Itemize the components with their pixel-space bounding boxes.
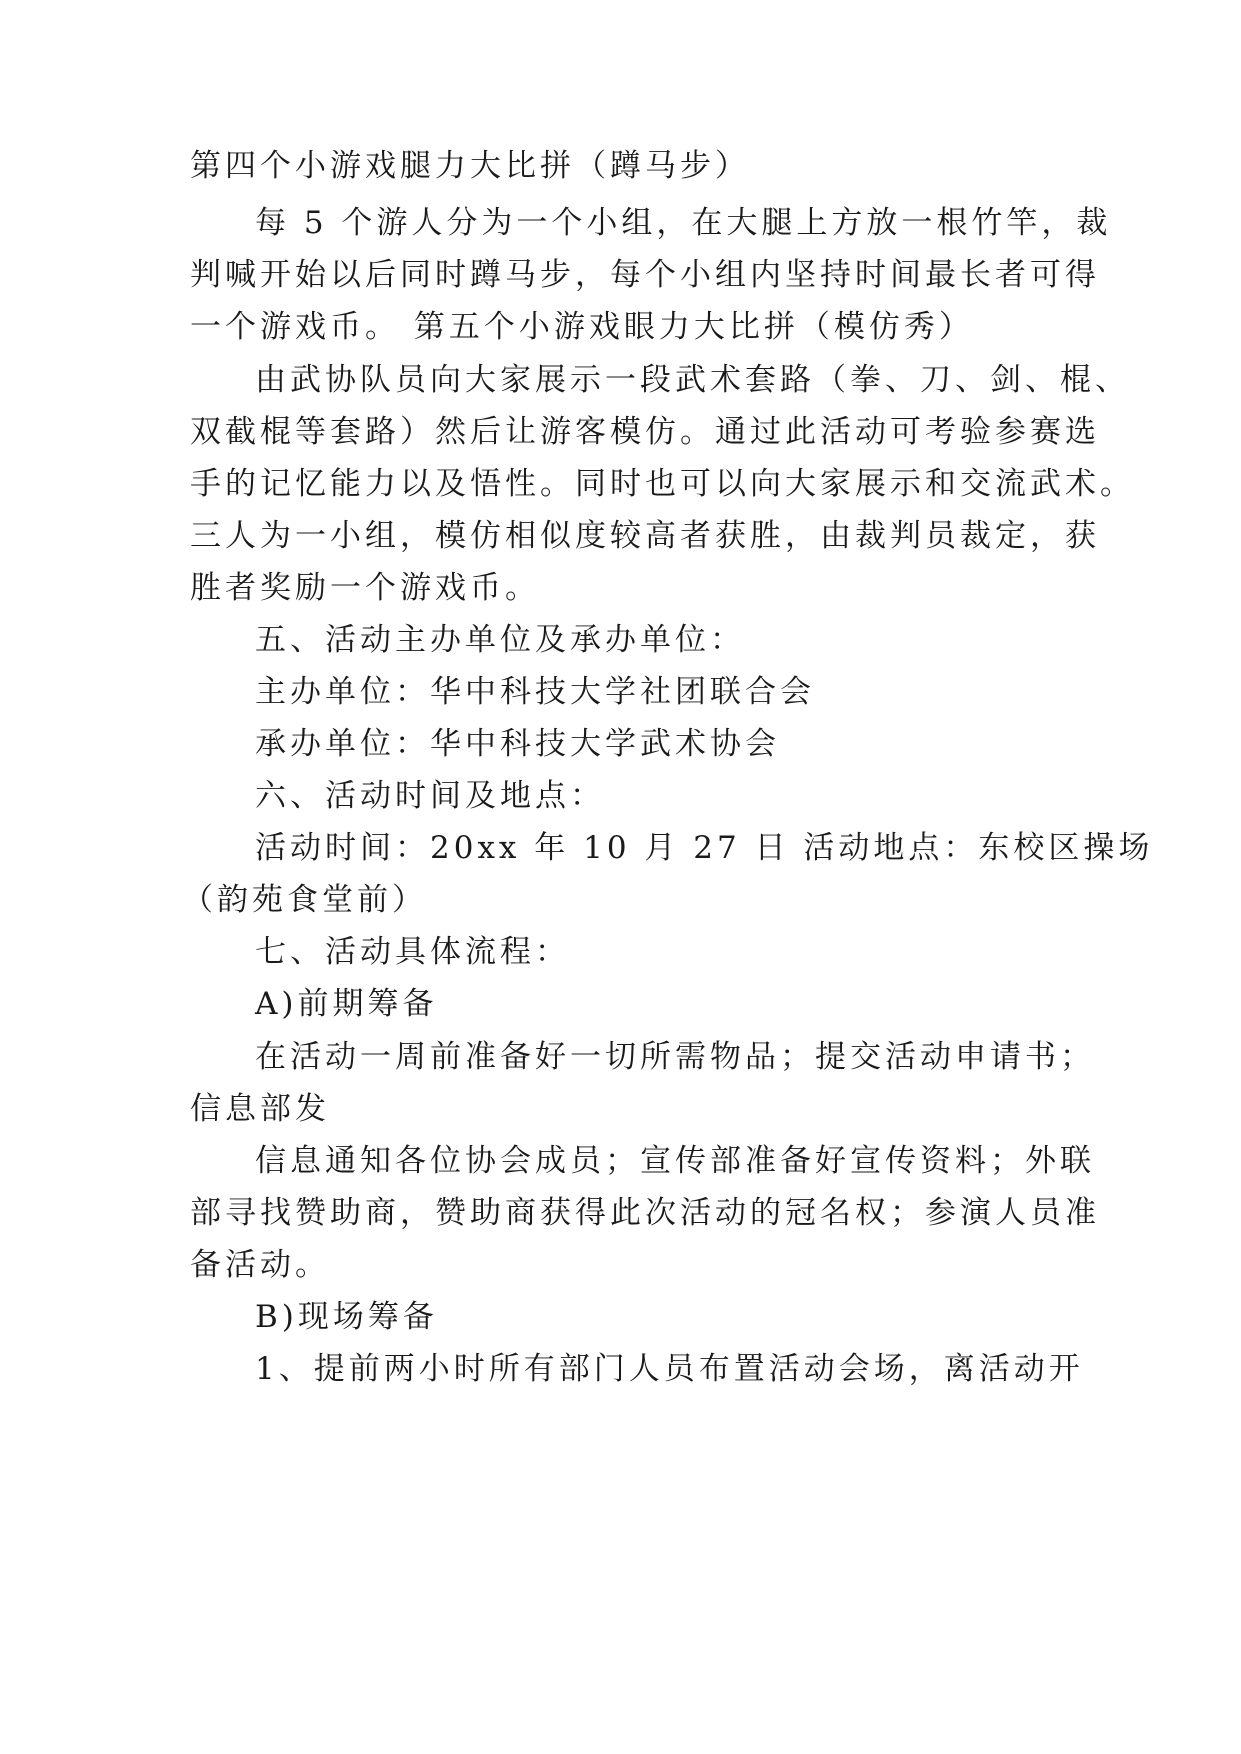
paragraph-line: 双截棍等套路）然后让游客模仿。通过此活动可考验参赛选 <box>190 414 1100 450</box>
organizer-unit: 承办单位：华中科技大学武术协会 <box>255 726 780 762</box>
section-heading-time-place: 六、活动时间及地点： <box>255 778 605 814</box>
paragraph-line: 手的记忆能力以及悟性。同时也可以向大家展示和交流武术。 <box>190 466 1135 502</box>
section-heading-organizers: 五、活动主办单位及承办单位： <box>255 622 745 658</box>
section-heading-process: 七、活动具体流程： <box>255 934 570 970</box>
event-time-place: 活动时间：20xx 年 10 月 27 日 活动地点：东校区操场 <box>255 830 1154 866</box>
subheading-preparation: A)前期筹备 <box>255 986 438 1022</box>
paragraph-line: 备活动。 <box>190 1247 330 1283</box>
paragraph-line: 三人为一小组，模仿相似度较高者获胜，由裁判员裁定，获 <box>190 518 1100 554</box>
host-unit: 主办单位：华中科技大学社团联合会 <box>255 674 815 710</box>
paragraph-line: 判喊开始以后同时蹲马步，每个小组内坚持时间最长者可得 <box>190 257 1100 293</box>
paragraph-line: 胜者奖励一个游戏币。 <box>190 570 540 606</box>
subheading-onsite: B)现场筹备 <box>255 1299 438 1335</box>
heading-game-4: 第四个小游戏腿力大比拼（蹲马步） <box>190 148 750 184</box>
paragraph-line: 由武协队员向大家展示一段武术套路（拳、刀、剑、棍、 <box>255 362 1130 398</box>
paragraph-line: 部寻找赞助商，赞助商获得此次活动的冠名权；参演人员准 <box>190 1195 1100 1231</box>
paragraph-line: 一个游戏币。 第五个小游戏眼力大比拼（模仿秀） <box>190 309 974 345</box>
paragraph-line: 在活动一周前准备好一切所需物品；提交活动申请书； <box>255 1039 1095 1075</box>
paragraph-line: 每 5 个游人分为一个小组，在大腿上方放一根竹竿，裁 <box>255 205 1112 241</box>
event-place-note: （韵苑食堂前） <box>182 882 427 918</box>
paragraph-line: 1、提前两小时所有部门人员布置活动会场，离活动开 <box>255 1351 1084 1387</box>
paragraph-line: 信息部发 <box>190 1091 330 1127</box>
paragraph-line: 信息通知各位协会成员；宣传部准备好宣传资料；外联 <box>255 1143 1095 1179</box>
